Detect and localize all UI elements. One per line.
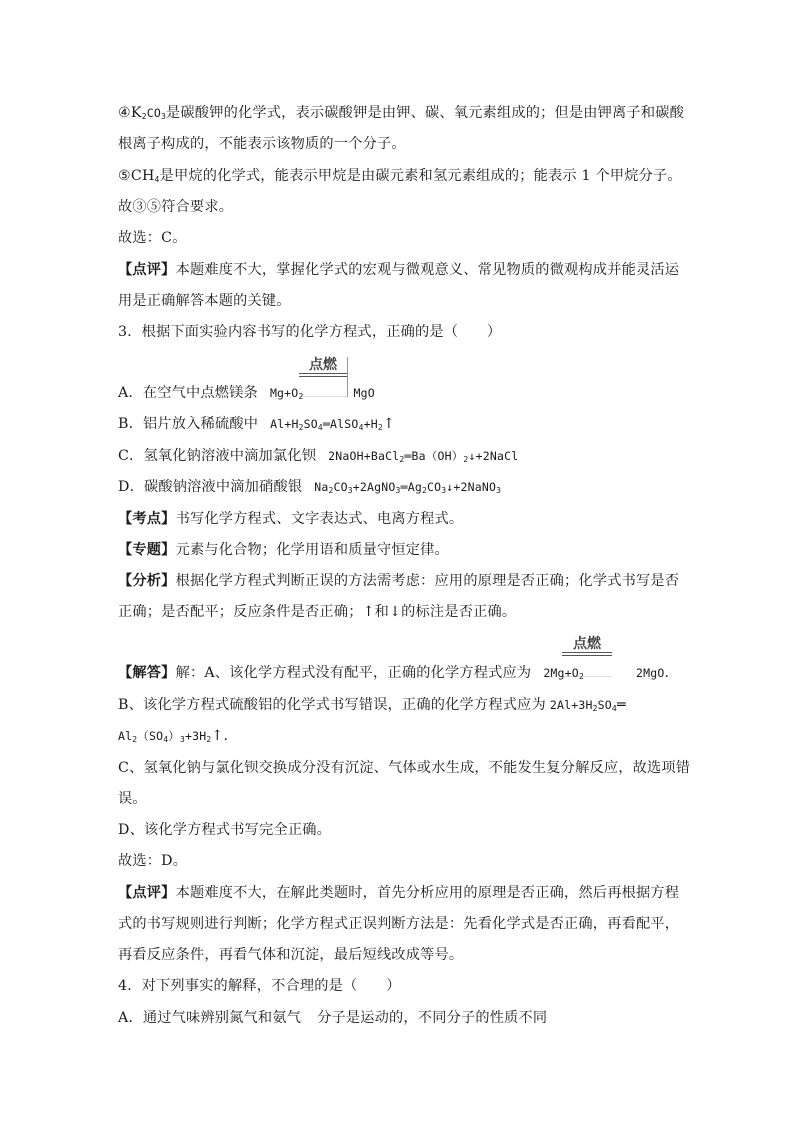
answer-line: 故选：D。 <box>118 853 188 869</box>
option-c: C．氢氧化钠溶液中滴加氯化钡 2NaOH+BaCl2═Ba（OH）2↓+2NaCl <box>118 448 519 464</box>
fenxi-line: 【分析】根据化学方程式判断正误的方法需考虑：应用的原理是否正确；化学式书写是否 <box>118 573 680 589</box>
kaodian-line: 【考点】书写化学方程式、文字表达式、电离方程式。 <box>118 511 464 527</box>
reaction-condition: 点燃 <box>299 357 347 377</box>
zhuanti-line: 【专题】元素与化合物；化学用语和质量守恒定律。 <box>118 542 449 558</box>
text-line: 式的书写规则进行判断；化学方程式正误判断方法是：先看化学式是否正确，再看配平， <box>118 916 680 932</box>
reaction-condition: 点燃 <box>562 636 612 656</box>
answer-line: 故选：C。 <box>118 230 187 246</box>
jieda-line: 【解答】解：A、该化学方程式没有配平，正确的化学方程式应为 2Mg+O2 2MgO. <box>118 665 670 681</box>
text-line: C、氢氧化钠与氯化钡交换成分没有沉淀、气体或水生成，不能发生复分解反应，故选项错 <box>118 760 691 776</box>
question-stem: 4．对下列事实的解释，不合理的是（ ） <box>118 978 401 994</box>
comment-line: 【点评】本题难度不大，在解此类题时，首先分析应用的原理是否正确，然后再根据方程 <box>118 885 680 901</box>
option-b: B．铝片放入稀硫酸中 Al+H2SO4═AlSO4+H2↑ <box>118 416 395 432</box>
text-line: ④K2CO3是碳酸钾的化学式，表示碳酸钾是由钾、碳、氧元素组成的；但是由钾离子和碳酸 <box>118 105 684 121</box>
text-line: 根离子构成的，不能表示该物质的一个分子。 <box>118 136 406 152</box>
option-a: A．在空气中点燃镁条 Mg+O2 MgO <box>118 385 375 401</box>
text-line: 用是正确解答本题的关键。 <box>118 293 291 309</box>
text-line: Al2（SO4）3+3H2↑. <box>118 728 229 744</box>
comment-line: 【点评】本题难度不大，掌握化学式的宏观与微观意义、常见物质的微观构成并能灵活运 <box>118 262 680 278</box>
text-line: 再看反应条件，再看气体和沉淀，最后短线改成等号。 <box>118 947 464 963</box>
text-line: 正确；是否配平；反应条件是否正确；↑和↓的标注是否正确。 <box>118 604 517 620</box>
text-line: 误。 <box>118 791 147 807</box>
option-d: D．碳酸钠溶液中滴加硝酸银 Na2CO3+2AgNO3═Ag2CO3↓+2NaNO3 <box>118 479 502 495</box>
question-stem: 3．根据下面实验内容书写的化学方程式，正确的是（ ） <box>118 324 502 340</box>
text-line: B、该化学方程式硫酸铝的化学式书写错误，正确的化学方程式应为 2Al+3H2SO4═ <box>118 697 626 713</box>
text-line: D、该化学方程式书写完全正确。 <box>118 822 332 838</box>
text-line: ⑤CH4是甲烷的化学式，能表示甲烷是由碳元素和氢元素组成的；能表示 1 个甲烷分子。 <box>118 168 682 184</box>
option-a: A．通过气味辨别氮气和氨气 分子是运动的，不同分子的性质不同 <box>118 1010 548 1026</box>
text-line: 故③⑤符合要求。 <box>118 199 234 215</box>
